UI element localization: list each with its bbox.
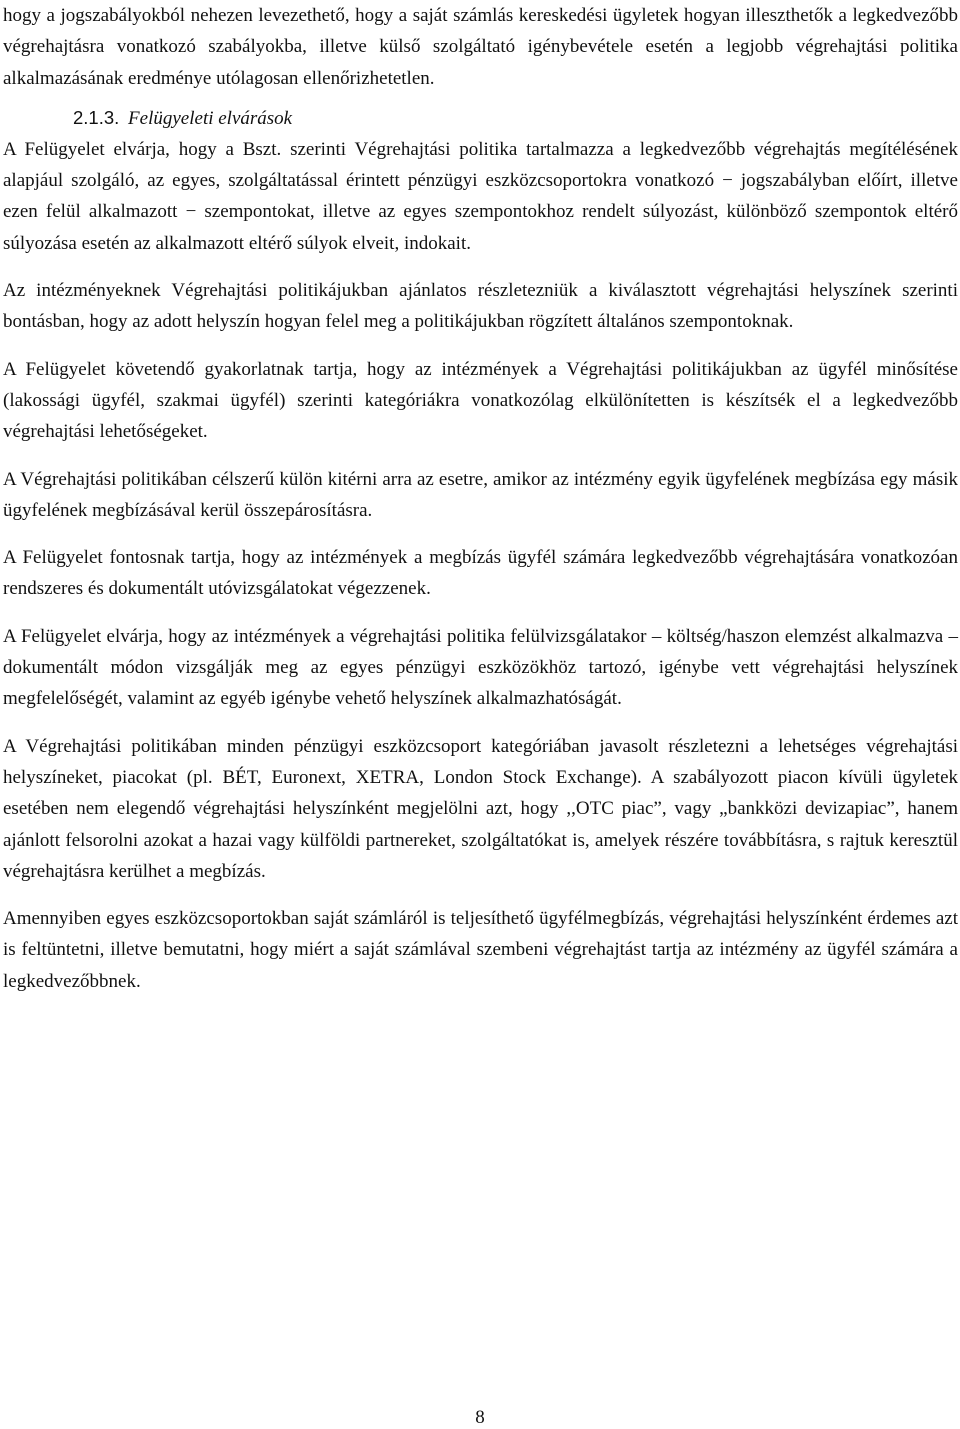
paragraph-continuation: hogy a jogszabályokból nehezen levezethető, hogy a saját számlás kereskedési ügyletek hogyan illeszthetők a legkedvezőbb végrehajtásra vonatkozó szabályokba, illetve külső szolgáltató igénybevétele esetén a legjobb végrehajtási politika alkalmazásának eredménye utólagosan ellenőrizhetetlen. xyxy=(3,5,958,89)
paragraph: A Végrehajtási politikában minden pénzügyi eszközcsoport kategóriában javasolt részletezni a lehetséges végrehajtási helyszíneket, piacokat (pl. BÉT, Euronext, XETRA, London Stock Exchange). A szabályozott piacon kívüli ügyletek esetében nem elegendő végrehajtási helyszínként megjelölni azt, hogy ,,OTC piac”, vagy „bankközi devizapiac”, hanem ajánlott felsorolni azokat a hazai vagy külföldi partnereket, szolgáltatókat is, amelyek részére továbbításra, s rajtuk keresztül végrehajtásra kerülhet a megbízás. xyxy=(3,735,958,882)
section-heading xyxy=(73,102,958,134)
page-number: 8 xyxy=(475,1407,485,1428)
paragraph: A Felügyelet elvárja, hogy az intézmények a végrehajtási politika felülvizsgálatakor – költség/haszon elemzést alkalmazva – dokumentált módon vizsgálják meg az egyes pénzügyi eszközökhöz tartozó, igénybe vett végrehajtási helyszínek megfelelőségét, valamint az egyéb igénybe vehető helyszínek alkalmazhatóságát. xyxy=(3,625,958,710)
document-page xyxy=(3,0,958,997)
paragraph: A Végrehajtási politikában célszerű külön kitérni arra az esetre, amikor az intézmény egyik ügyfelének megbízása egy másik ügyfelének megbízásával kerül összepárosításra. xyxy=(3,468,958,521)
paragraph: Az intézményeknek Végrehajtási politikájukban ajánlatos részletezniük a kiválasztott végrehajtási helyszínek szerinti bontásban, hogy az adott helyszín hogyan felel meg a politikájukban rögzített általános szempontoknak. xyxy=(3,280,958,333)
paragraph: Amennyiben egyes eszközcsoportokban saját számláról is teljesíthető ügyfélmegbízás, végrehajtási helyszínként érdemes azt is feltüntetni, illetve bemutatni, hogy miért a saját számlával szembeni végrehajtást tartja az intézmény az ügyfél számára a legkedvezőbbnek. xyxy=(3,908,958,992)
section-title: Felügyeleti elvárások xyxy=(128,107,293,129)
section-number: 2.1.3. xyxy=(73,106,120,128)
paragraph: A Felügyelet fontosnak tartja, hogy az intézmények a megbízás ügyfél számára legkedvezőbb végrehajtására vonatkozóan rendszeres és dokumentált utóvizsgálatokat végezzenek. xyxy=(3,547,958,600)
paragraph: A Felügyelet követendő gyakorlatnak tartja, hogy az intézmények a Végrehajtási politikájukban az ügyfél minősítése (lakossági ügyfél, szakmai ügyfél) szerinti kategóriákra vonatkozólag elkülönítetten is készítsék el a legkedvezőbb végrehajtási lehetőségeket. xyxy=(3,358,958,443)
paragraph: A Felügyelet elvárja, hogy a Bszt. szerinti Végrehajtási politika tartalmazza a legkedvezőbb végrehajtás megítélésének alapjául szolgáló, az egyes, szolgáltatással érintett pénzügyi eszközcsoportokra vonatkozó − jogszabályban előírt, illetve ezen felül alkalmazott − szempontokat, illetve az egyes szempontokhoz rendelt súlyozást, különböző szempontok eltérő súlyozása esetén az alkalmazott eltérő súlyok elveit, indokait. xyxy=(3,138,958,254)
